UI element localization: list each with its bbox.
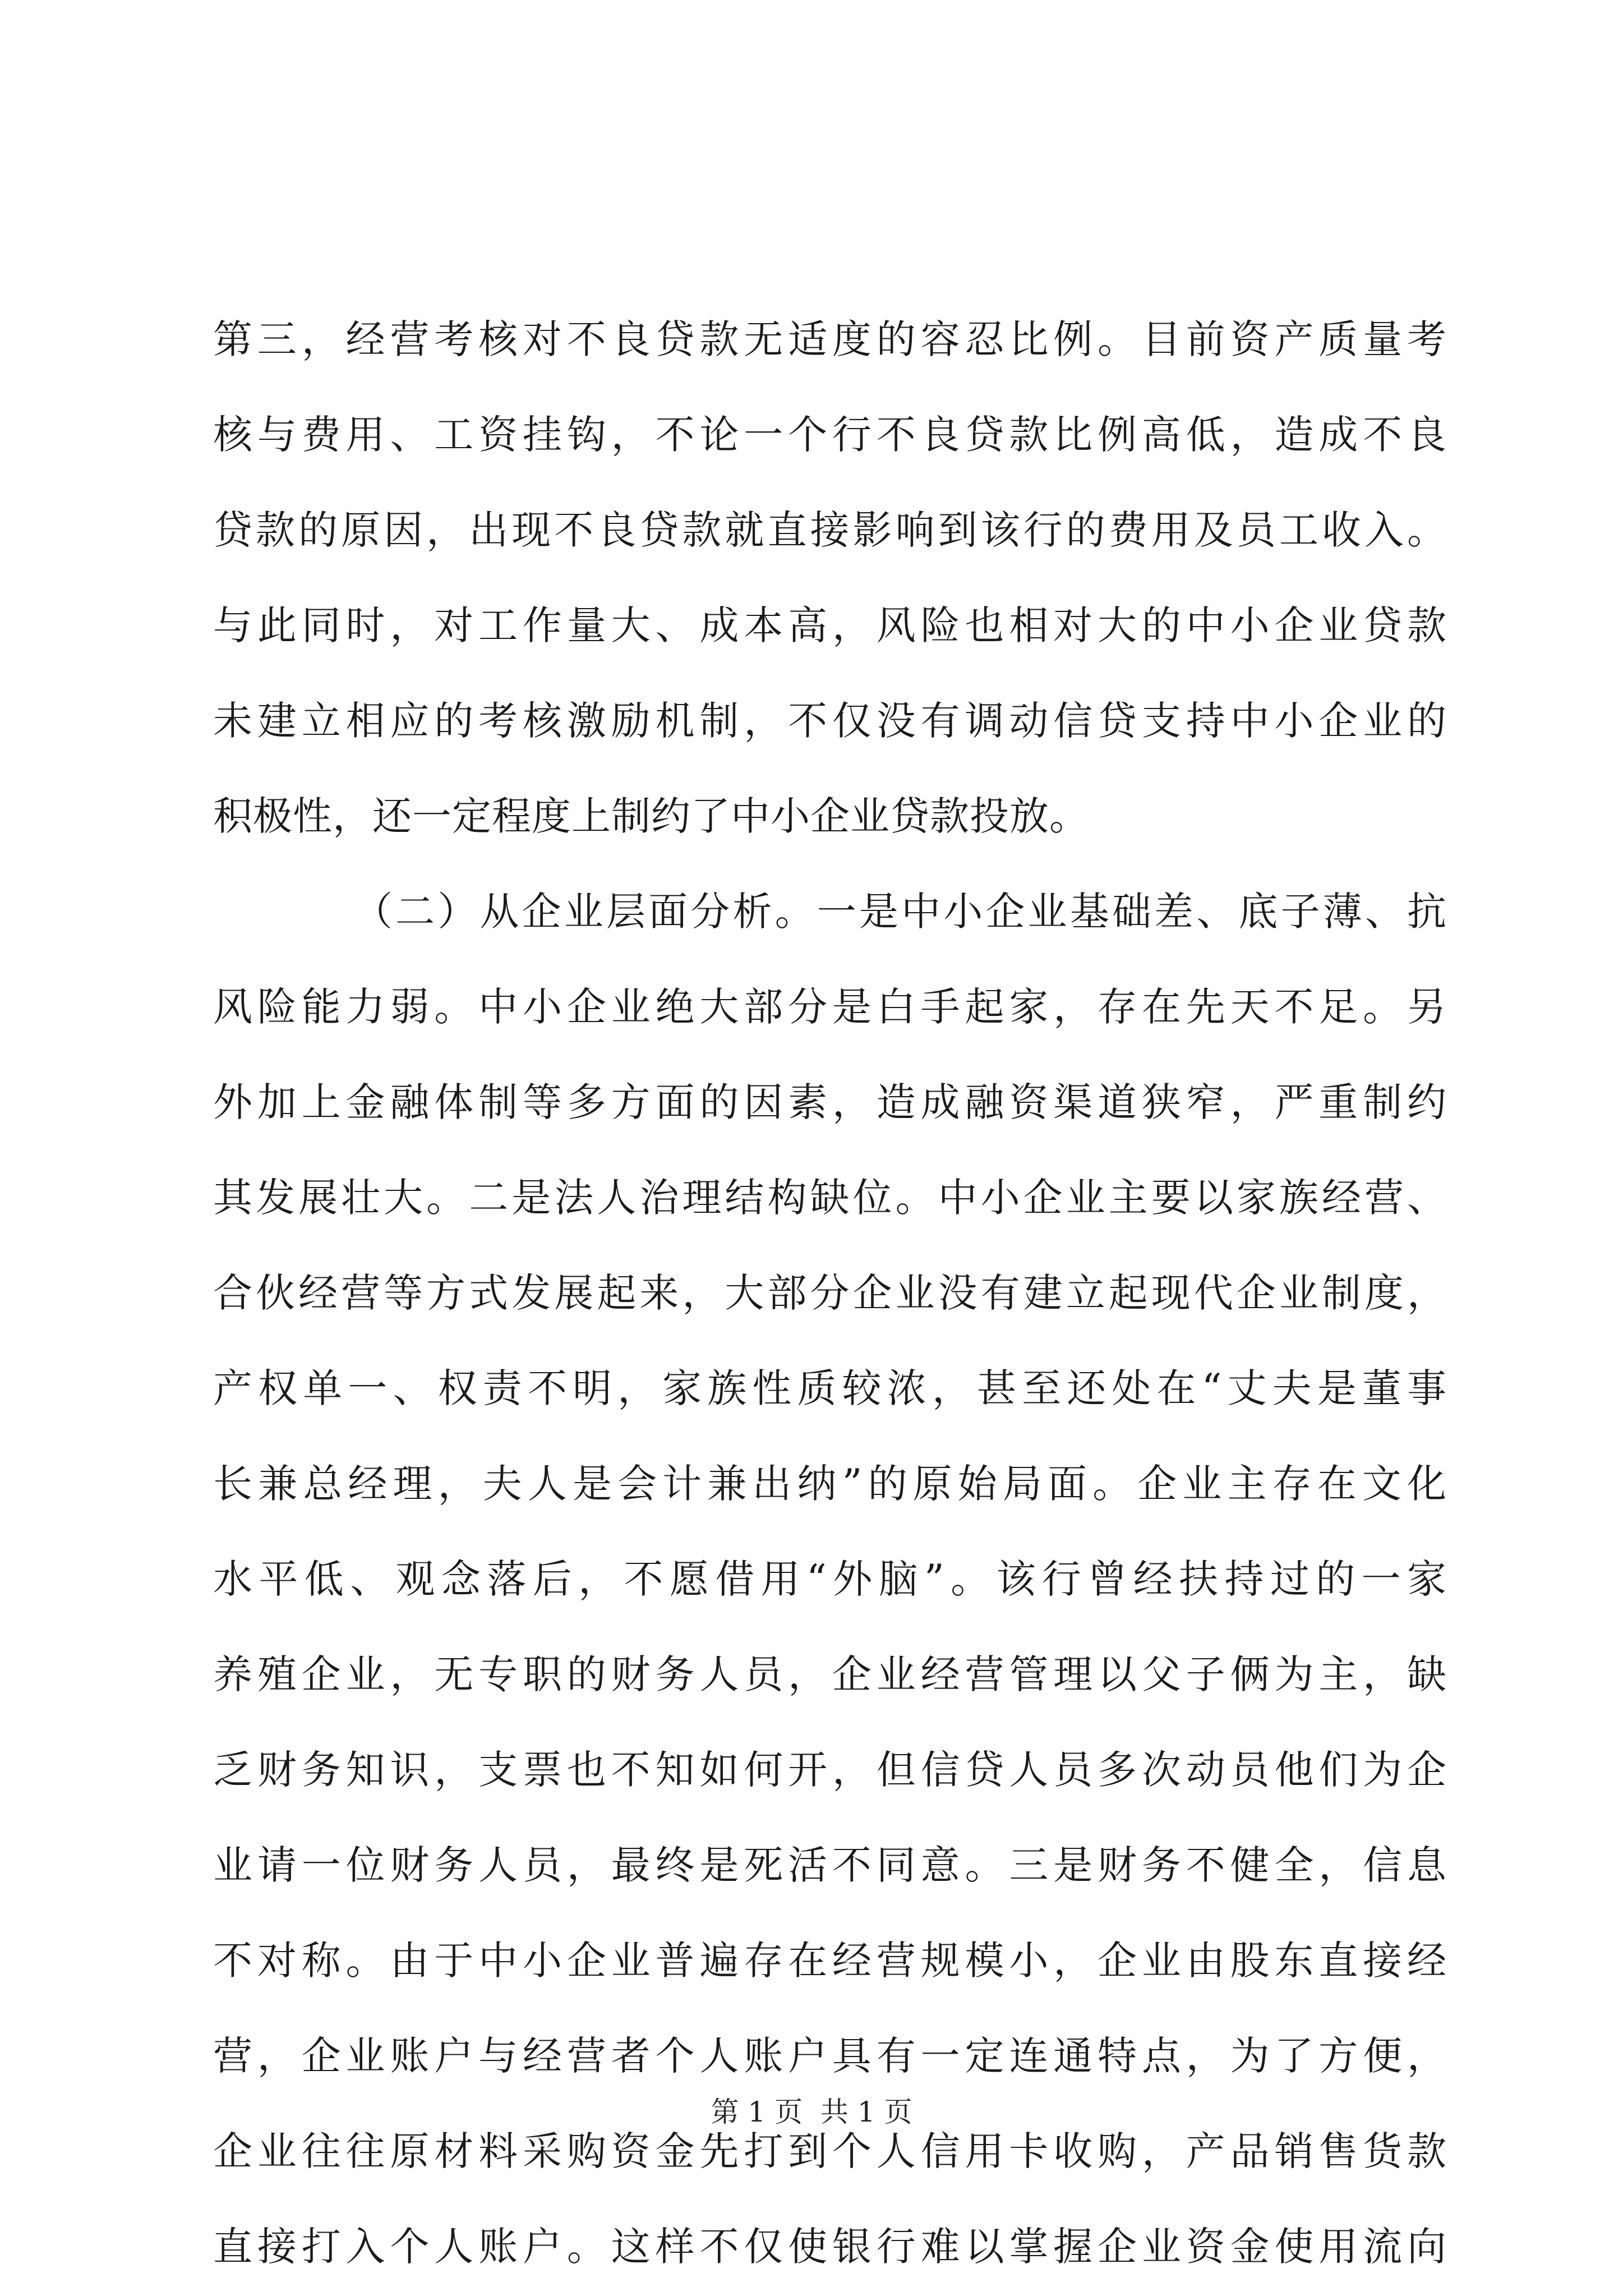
text-line: 合伙经营等方式发展起来，大部分企业没有建立起现代企业制度， [213,1270,1447,1316]
text-line: 水平低、观念落后，不愿借用“外脑”。该行曾经扶持过的一家 [213,1556,1447,1602]
body-text [213,292,1447,2294]
text-line: 产权单一、权责不明，家族性质较浓，甚至还处在“丈夫是董事 [213,1365,1447,1411]
page-footer [0,2092,1623,2132]
text-line: 养殖企业，无专职的财务人员，企业经营管理以父子俩为主，缺 [213,1651,1447,1697]
text-line: 积极性，还一定程度上制约了中小企业贷款投放。 [213,793,1089,839]
text-line: 与此同时，对工作量大、成本高，风险也相对大的中小企业贷款 [213,602,1447,648]
text-line: 第三，经营考核对不良贷款无适度的容忍比例。目前资产质量考 [213,316,1447,362]
text-line: 业请一位财务人员，最终是死活不同意。三是财务不健全，信息 [213,1842,1447,1888]
text-line: 企业往往原材料采购资金先打到个人信用卡收购，产品销售货款 [213,2128,1447,2174]
text-line: （二）从企业层面分析。一是中小企业基础差、底子薄、抗 [353,889,1447,935]
text-line: 外加上金融体制等多方面的因素，造成融资渠道狭窄，严重制约 [213,1079,1447,1125]
text-line: 长兼总经理，夫人是会计兼出纳”的原始局面。企业主存在文化 [213,1461,1447,1507]
text-line: 乏财务知识，支票也不知如何开，但信贷人员多次动员他们为企 [213,1747,1447,1793]
text-line: 未建立相应的考核激励机制，不仅没有调动信贷支持中小企业的 [213,698,1447,744]
text-line: 直接打入个人账户。这样不仅使银行难以掌握企业资金使用流向 [213,2224,1447,2270]
text-line: 不对称。由于中小企业普遍存在经营规模小，企业由股东直接经 [213,1938,1447,1984]
text-line: 其发展壮大。二是法人治理结构缺位。中小企业主要以家族经营、 [213,1175,1447,1221]
text-line: 风险能力弱。中小企业绝大部分是白手起家，存在先天不足。另 [213,984,1447,1030]
text-line: 贷款的原因，出现不良贷款就直接影响到该行的费用及员工收入。 [213,507,1447,553]
text-line: 核与费用、工资挂钩，不论一个行不良贷款比例高低，造成不良 [213,412,1447,458]
text-line: 营，企业账户与经营者个人账户具有一定连通特点，为了方便， [213,2033,1447,2079]
page-number: 第 1 页 共 1 页 [711,2096,912,2128]
